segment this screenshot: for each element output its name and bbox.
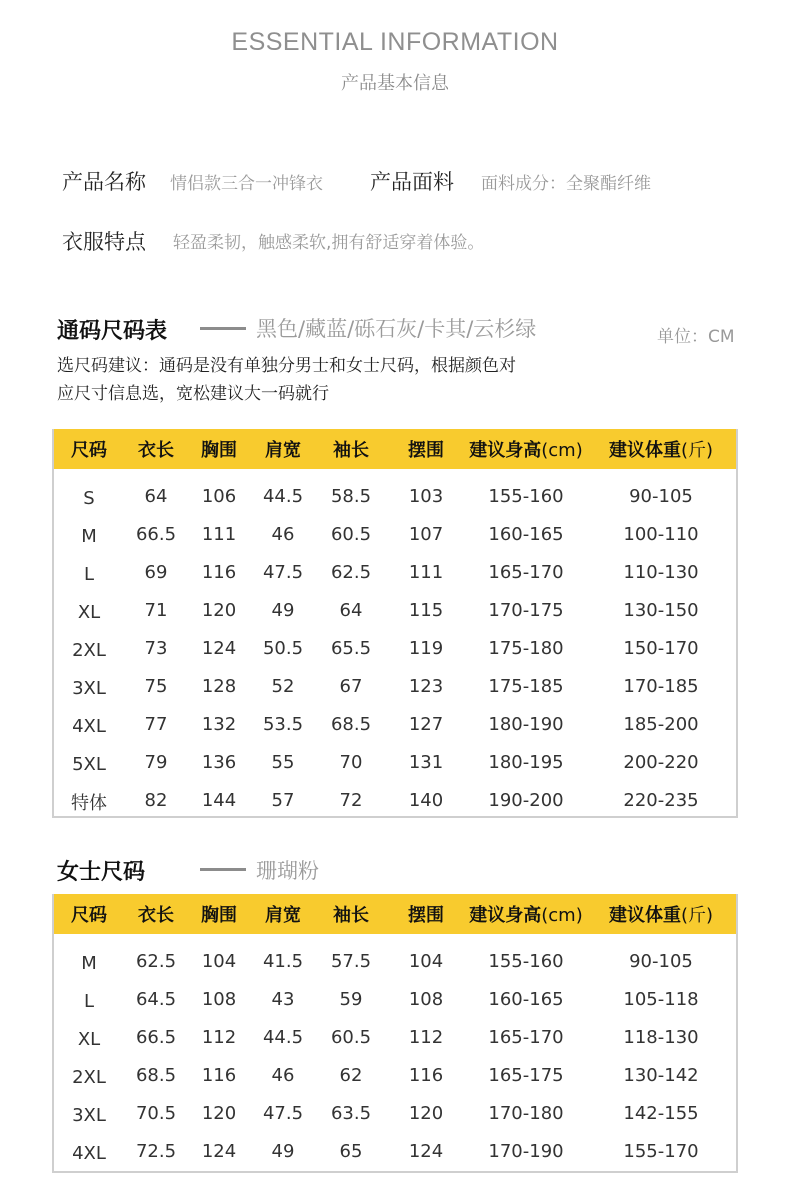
product-feature-value: 轻盈柔韧，触感柔软,拥有舒适穿着体验。 [173,233,485,253]
column-header [386,436,466,462]
table-cell: 60.5 [330,1026,372,1048]
table-cell: 64.5 [135,988,177,1010]
column-header-label: 肩宽 [265,905,301,926]
table-row [54,705,736,743]
table-cell: 165-170 [488,561,564,583]
column-header-label: 衣长 [138,440,174,461]
table-cell: 112 [408,1026,444,1048]
table-row [54,553,736,591]
unisex-color-list: 黑色/藏蓝/砾石灰/卡其/云杉绿 [256,317,537,341]
table-cell: 124 [201,637,237,659]
table-cell: 90-105 [629,485,693,507]
table-cell: 47.5 [262,1102,304,1124]
table-cell: 55 [271,751,295,773]
table-cell: 136 [201,751,237,773]
table-cell: 107 [408,523,444,545]
table-cell: 77 [144,713,168,735]
column-header [54,901,124,927]
column-header [466,436,586,462]
table-cell: 165-170 [488,1026,564,1048]
column-header-label: 尺码 [71,440,107,461]
size-cell: 4XL [72,1142,106,1164]
table-cell: 47.5 [262,561,304,583]
table-cell: 130-150 [623,599,699,621]
column-header-unit: (斤) [680,440,714,461]
table-cell: 110-130 [623,561,699,583]
table-cell: 142-155 [623,1102,699,1124]
table-body [54,469,736,819]
table-row [54,1132,736,1170]
table-cell: 131 [408,751,444,773]
table-cell: 68.5 [330,713,372,735]
table-cell: 105-118 [623,988,699,1010]
table-cell: 115 [408,599,444,621]
column-header [316,436,386,462]
table-row [54,743,736,781]
column-header [250,901,316,927]
table-cell: 49 [271,1140,295,1162]
table-cell: 53.5 [262,713,304,735]
table-cell: 70 [339,751,363,773]
table-row [54,1094,736,1132]
unit-label: 单位：CM [657,327,735,347]
size-cell: 特体 [71,793,107,814]
table-cell: 150-170 [623,637,699,659]
table-cell: 71 [144,599,168,621]
table-cell: 79 [144,751,168,773]
column-header-label: 摆围 [408,440,444,461]
table-cell: 128 [201,675,237,697]
unisex-section-title: 通码尺码表 [57,319,168,344]
column-header-label: 建议身高 [469,440,542,461]
women-section-title: 女士尺码 [57,860,146,885]
size-advice [57,352,737,408]
size-advice-line1: 选尺码建议：通码是没有单独分男士和女士尺码，根据颜色对 [57,356,516,376]
column-header-label: 建议身高 [469,905,542,926]
column-header [54,436,124,462]
table-cell: 62 [339,1064,363,1086]
table-cell: 190-200 [488,789,564,811]
table-cell: 175-180 [488,637,564,659]
table-cell: 120 [201,599,237,621]
size-cell: 5XL [72,753,106,775]
column-header-label: 袖长 [333,440,369,461]
column-header [124,901,188,927]
size-cell: S [83,487,95,509]
table-cell: 120 [408,1102,444,1124]
table-cell: 63.5 [330,1102,372,1124]
column-header [250,436,316,462]
product-feature-label: 衣服特点 [62,230,146,254]
size-advice-line2: 应尺寸信息选，宽松建议大一码就行 [57,384,329,404]
table-cell: 68.5 [135,1064,177,1086]
table-cell: 100-110 [623,523,699,545]
table-cell: 106 [201,485,237,507]
women-title-divider [200,868,246,871]
table-header-row [54,894,736,934]
column-header-label: 建议体重 [608,440,681,461]
table-row [54,1018,736,1056]
table-cell: 72 [339,789,363,811]
size-cell: 3XL [72,1104,106,1126]
table-cell: 220-235 [623,789,699,811]
table-cell: 119 [408,637,444,659]
table-cell: 69 [144,561,168,583]
unisex-size-table [52,429,738,818]
table-cell: 41.5 [262,950,304,972]
size-cell: 2XL [72,639,106,661]
table-row [54,629,736,667]
column-header [386,901,466,927]
column-header [466,901,586,927]
table-row [54,980,736,1018]
table-cell: 155-160 [488,950,564,972]
column-header [316,901,386,927]
table-cell: 64 [144,485,168,507]
table-cell: 170-185 [623,675,699,697]
table-cell: 180-195 [488,751,564,773]
table-cell: 155-160 [488,485,564,507]
table-cell: 46 [271,1064,295,1086]
table-cell: 124 [408,1140,444,1162]
column-header-label: 衣长 [138,905,174,926]
product-name-label: 产品名称 [62,170,146,194]
table-cell: 112 [201,1026,237,1048]
product-fabric-label: 产品面料 [370,170,454,194]
column-header [124,436,188,462]
table-cell: 49 [271,599,295,621]
table-body [54,934,736,1170]
size-cell: XL [77,601,101,623]
table-row [54,515,736,553]
table-cell: 73 [144,637,168,659]
table-cell: 75 [144,675,168,697]
size-cell: M [81,952,97,974]
table-cell: 111 [408,561,444,583]
product-fabric-value: 面料成分：全聚酯纤维 [481,174,651,194]
table-cell: 70.5 [135,1102,177,1124]
table-cell: 120 [201,1102,237,1124]
table-row [54,591,736,629]
size-cell: XL [77,1028,101,1050]
column-header-label: 肩宽 [265,440,301,461]
table-row [54,1056,736,1094]
header-title-en: ESSENTIAL INFORMATION [231,28,559,56]
table-cell: 44.5 [262,1026,304,1048]
table-cell: 108 [408,988,444,1010]
table-cell: 90-105 [629,950,693,972]
women-color-list: 珊瑚粉 [256,859,319,883]
table-cell: 67 [339,675,363,697]
table-cell: 111 [201,523,237,545]
table-cell: 200-220 [623,751,699,773]
column-header-label: 胸围 [201,905,237,926]
header-title-cn: 产品基本信息 [341,73,449,94]
table-cell: 66.5 [135,523,177,545]
column-header-label: 袖长 [333,905,369,926]
table-row [54,781,736,819]
size-cell: L [83,563,95,585]
table-cell: 175-185 [488,675,564,697]
table-cell: 58.5 [330,485,372,507]
table-row [54,667,736,705]
table-cell: 108 [201,988,237,1010]
table-row [54,477,736,515]
table-cell: 62.5 [135,950,177,972]
column-header-unit: (cm) [541,440,583,461]
size-cell: 3XL [72,677,106,699]
table-cell: 140 [408,789,444,811]
table-cell: 127 [408,713,444,735]
table-cell: 104 [201,950,237,972]
size-cell: M [81,525,97,547]
table-header-row [54,429,736,469]
table-cell: 144 [201,789,237,811]
table-cell: 165-175 [488,1064,564,1086]
table-cell: 50.5 [262,637,304,659]
table-cell: 155-170 [623,1140,699,1162]
table-cell: 65 [339,1140,363,1162]
table-cell: 43 [271,988,295,1010]
table-cell: 116 [201,1064,237,1086]
size-cell: L [83,990,95,1012]
table-cell: 124 [201,1140,237,1162]
table-cell: 170-190 [488,1140,564,1162]
table-cell: 170-180 [488,1102,564,1124]
table-cell: 132 [201,713,237,735]
column-header [188,901,250,927]
table-cell: 185-200 [623,713,699,735]
column-header-label: 胸围 [201,440,237,461]
table-cell: 116 [201,561,237,583]
product-name-value: 情侣款三合一冲锋衣 [170,174,323,194]
table-cell: 57 [271,789,295,811]
column-header-unit: (斤) [680,905,714,926]
column-header-label: 尺码 [71,905,107,926]
table-cell: 64 [339,599,363,621]
column-header [188,436,250,462]
column-header-label: 建议体重 [608,905,681,926]
table-cell: 170-175 [488,599,564,621]
table-cell: 82 [144,789,168,811]
women-size-table [52,894,738,1173]
column-header [586,901,736,927]
table-cell: 118-130 [623,1026,699,1048]
table-cell: 52 [271,675,295,697]
table-cell: 44.5 [262,485,304,507]
table-row [54,942,736,980]
size-cell: 2XL [72,1066,106,1088]
table-cell: 57.5 [330,950,372,972]
table-cell: 104 [408,950,444,972]
table-cell: 160-165 [488,988,564,1010]
column-header-unit: (cm) [541,905,583,926]
table-cell: 103 [408,485,444,507]
table-cell: 116 [408,1064,444,1086]
column-header-label: 摆围 [408,905,444,926]
column-header [586,436,736,462]
table-cell: 123 [408,675,444,697]
table-cell: 180-190 [488,713,564,735]
size-cell: 4XL [72,715,106,737]
table-cell: 130-142 [623,1064,699,1086]
table-cell: 65.5 [330,637,372,659]
table-cell: 46 [271,523,295,545]
table-cell: 72.5 [135,1140,177,1162]
table-cell: 60.5 [330,523,372,545]
unisex-title-divider [200,327,246,330]
table-cell: 160-165 [488,523,564,545]
table-cell: 66.5 [135,1026,177,1048]
table-cell: 62.5 [330,561,372,583]
table-cell: 59 [339,988,363,1010]
